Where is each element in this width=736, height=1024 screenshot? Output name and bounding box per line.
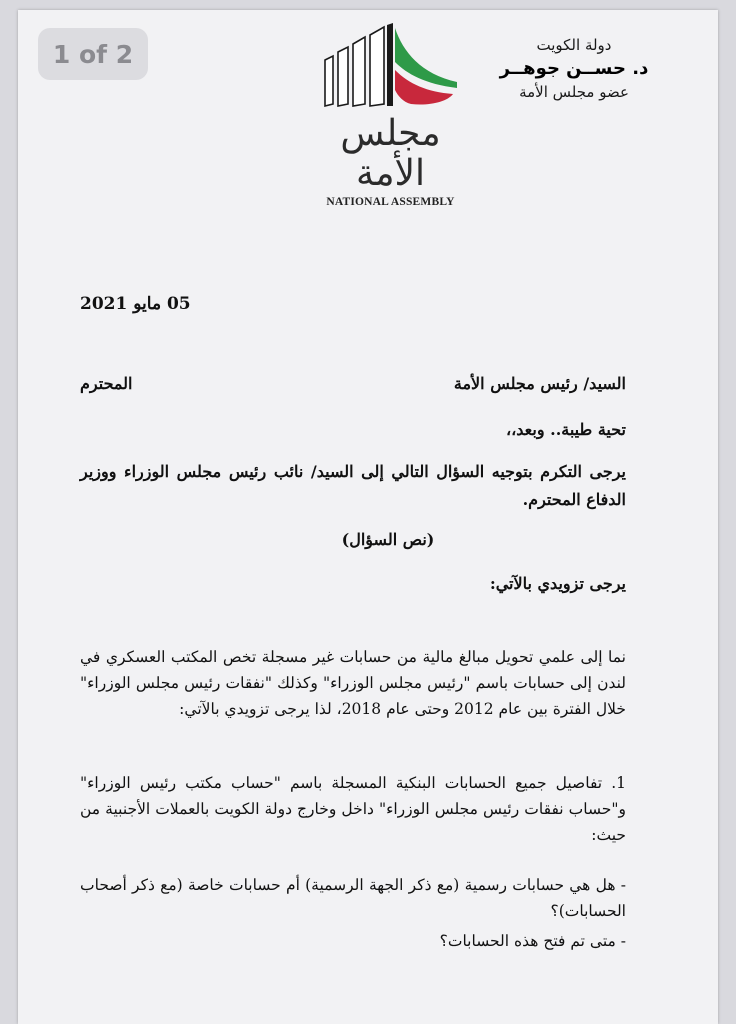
logo-arabic-text: مجلس الأمة	[340, 113, 441, 194]
page-counter: 1 of 2	[38, 28, 148, 80]
addressee: السيد/ رئيس مجلس الأمة	[453, 374, 626, 393]
honorific: المحترم	[80, 374, 133, 393]
sub-list-item: - هل هي حسابات رسمية (مع ذكر الجهة الرسمية) أم حسابات خاصة (مع ذكر أصحاب الحسابات)؟	[80, 876, 626, 920]
sender-name: د. حســن جوهــر	[499, 58, 649, 79]
logo-english-text: NATIONAL ASSEMBLY	[326, 196, 455, 208]
list-item: 1. تفاصيل جميع الحسابات البنكية المسجلة باسم "حساب مكتب رئيس الوزراء" و"حساب نفقات رئيس مجلس الوزراء" داخل وخارج دولة الكويت بالعملات الأجنبية من حيث:	[80, 774, 626, 844]
letter-date: 05 مايو 2021	[80, 294, 191, 314]
request-paragraph: يرجى التكرم بتوجيه السؤال التالي إلى السيد/ نائب رئيس مجلس الوزراء ووزير الدفاع المحترم.	[80, 462, 626, 509]
addressee-line	[80, 374, 626, 393]
sender-block	[494, 36, 654, 101]
sender-title: عضو مجلس الأمة	[519, 83, 629, 101]
sub-list-item: - متى تم فتح هذه الحسابات؟	[439, 932, 626, 950]
assembly-emblem-icon	[321, 22, 461, 112]
sender-country: دولة الكويت	[536, 36, 612, 54]
body-paragraph: نما إلى علمي تحويل مبالغ مالية من حسابات غير مسجلة تخص المكتب العسكري في لندن إلى حسابات باسم "رئيس مجلس الوزراء" وكذلك "نفقات رئيس مجلس الوزراء" خلال الفترة بين عام 2012 وحتى عام 2018، لذا يرجى تزويدي بالآتي:	[80, 648, 626, 718]
question-heading: (نص السؤال)	[341, 530, 435, 549]
supply-heading: يرجى تزويدي بالآتي:	[489, 574, 626, 593]
greeting: تحية طيبة.. وبعد،،	[505, 420, 626, 439]
national-assembly-logo	[318, 22, 463, 208]
